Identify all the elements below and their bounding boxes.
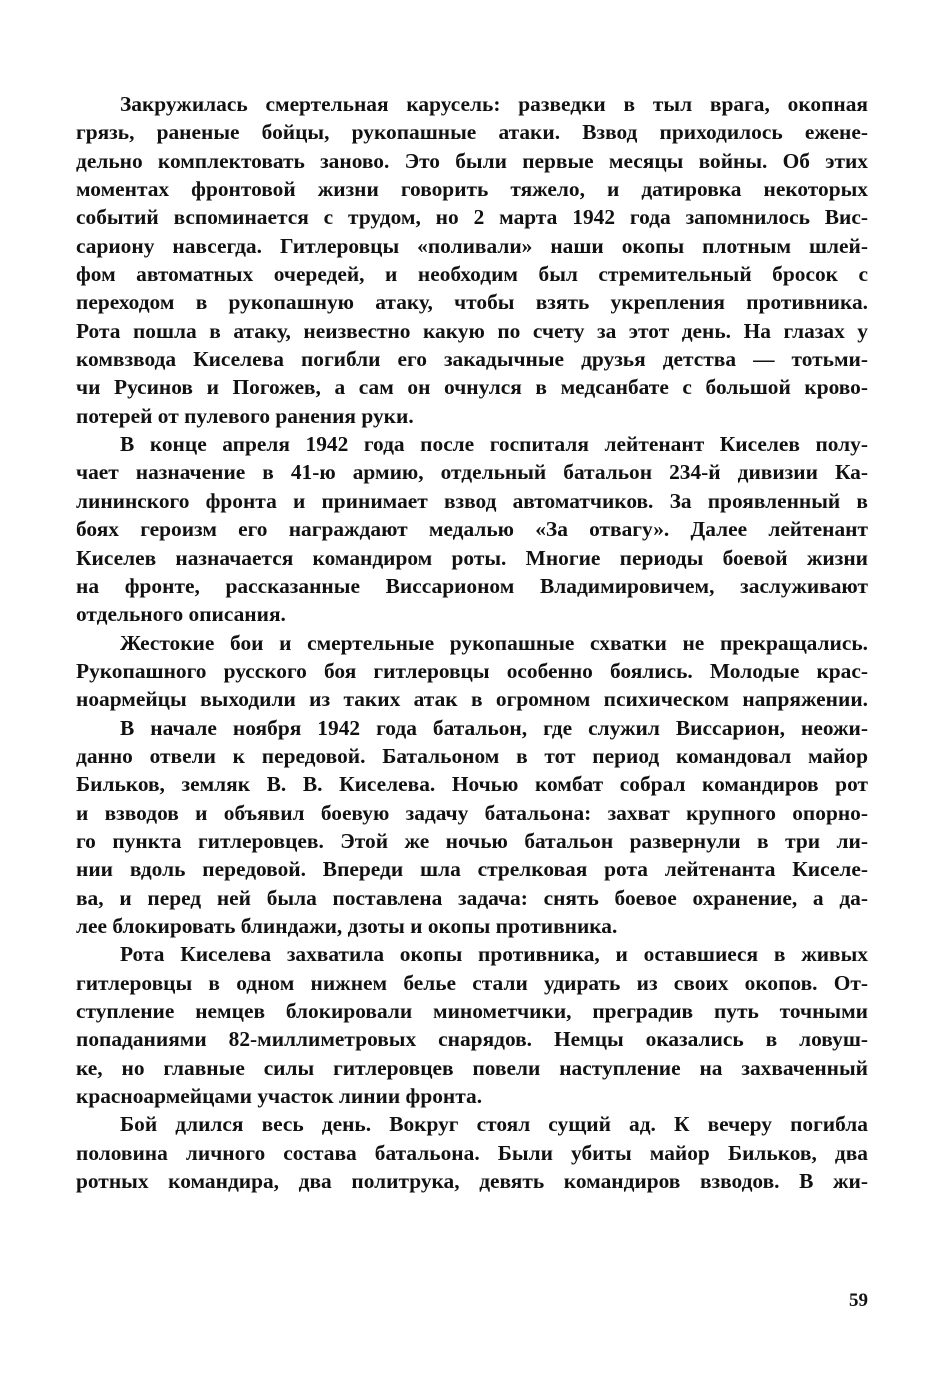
- text-line: Бой длился весь день. Вокруг стоял сущий ад. К вечеру погибла: [120, 1112, 868, 1137]
- text-line: попаданиями 82-миллиметровых снарядов. Немцы оказались в ловуш-: [76, 1027, 868, 1052]
- text-line: ступление немцев блокировали минометчики, преградив путь точными: [76, 999, 868, 1023]
- text-line: ва, и перед ней была поставлена задача: снять боевое охранение, а да-: [76, 885, 868, 910]
- text-line: гитлеровцы в одном нижнем белье стали удирать из своих окопов. От-: [76, 970, 868, 995]
- text-line: лее блокировать блиндажи, дзоты и окопы противника.: [76, 913, 618, 938]
- text-line: отдельного описания.: [76, 602, 286, 627]
- text-line: Бильков, земляк В. В. Киселева. Ночью комбат собрал командиров рот: [76, 772, 868, 797]
- text-line: грязь, раненые бойцы, рукопашные атаки. Взвод приходилось еженe-: [76, 120, 868, 145]
- text-line: В начале ноября 1942 года батальон, где служил Виссарион, неожи-: [120, 715, 868, 740]
- text-line: Рота Киселева захватила окопы противника, и оставшиеся в живых: [120, 942, 868, 967]
- text-line: на фронте, рассказанные Виссарионом Владимировичем, заслуживают: [76, 573, 868, 598]
- page-number: 59: [849, 1290, 868, 1311]
- text-line: Киселев назначается командиром роты. Многие периоды боевой жизни: [76, 545, 868, 570]
- text-line: лининского фронта и принимает взвод автоматчиков. За проявленный в: [76, 488, 868, 513]
- text-line: В конце апреля 1942 года после госпиталя лейтенант Киселев полу-: [120, 432, 868, 457]
- paragraph-2: [76, 430, 868, 628]
- text-line: комвзвода Киселева погибли его закадычные друзья детства — тотьми-: [76, 347, 868, 372]
- text-line: Жестокие бои и смертельные рукопашные схватки не прекращались.: [120, 630, 868, 655]
- text-line: и взводов и объявил боевую задачу батальона: захват крупного опорно-: [76, 800, 868, 825]
- text-line: боях героизм его награждают медалью «За отвагу». Далее лейтенант: [76, 517, 868, 542]
- text-line: го пункта гитлеровцев. Этой же ночью батальон развернули в три ли-: [76, 828, 868, 853]
- text-line: половина личного состава батальона. Были убиты майор Бильков, два: [76, 1140, 868, 1165]
- text-line: чает назначение в 41-ю армию, отдельный батальон 234-й дивизии Ка-: [76, 460, 868, 485]
- text-line: сариону навсегда. Гитлеровцы «поливали» наши окопы плотным шлей-: [76, 233, 868, 258]
- text-line: моментах фронтовой жизни говорить тяжело, и датировка некоторых: [76, 177, 868, 202]
- paragraph-5: [76, 940, 868, 1110]
- text-line: ротных командира, два политрука, девять командиров взводов. В жи-: [76, 1169, 868, 1194]
- text-line: Рота пошла в атаку, неизвестно какую по счету за этот день. На глазах у: [76, 318, 868, 343]
- paragraph-6: [76, 1110, 868, 1195]
- paragraph-4: [76, 714, 868, 941]
- text-line: ноармейцы выходили из таких атак в огромном психическом напряжении.: [76, 687, 868, 712]
- text-line: событий вспоминается с трудом, но 2 марта 1942 года запомнилось Вис-: [76, 205, 868, 230]
- text-line: переходом в рукопашную атаку, чтобы взять укрепления противника.: [76, 290, 868, 315]
- text-line: данно отвели к передовой. Батальоном в тот период командовал майор: [76, 743, 868, 768]
- text-line: ке, но главные силы гитлеровцев повели наступление на захваченный: [76, 1055, 868, 1080]
- text-line: нии вдоль передовой. Впереди шла стрелковая рота лейтенанта Киселе-: [76, 857, 868, 882]
- text-line: красноармейцами участок линии фронта.: [76, 1084, 483, 1109]
- text-line: дельно комплектовать заново. Это были первые месяцы войны. Об этих: [76, 148, 868, 173]
- paragraph-1: [76, 90, 868, 430]
- text-line: фом автоматных очередей, и необходим был стремительный бросок с: [76, 262, 868, 287]
- text-line: Рукопашного русского боя гитлеровцы особенно боялись. Молодые крас-: [76, 658, 868, 683]
- text-line: Закружилась смертельная карусель: разведки в тыл врага, окопная: [120, 92, 868, 116]
- paragraph-3: [76, 629, 868, 714]
- text-line: потерей от пулевого ранения руки.: [76, 403, 414, 428]
- text-line: чи Русинов и Погожев, а сам он очнулся в медсанбате с большой крово-: [76, 375, 868, 400]
- page-body: [76, 90, 868, 1195]
